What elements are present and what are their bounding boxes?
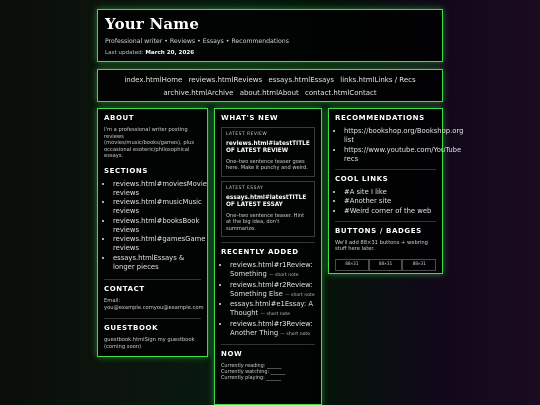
guestbook-heading: GUESTBOOK xyxy=(104,324,159,333)
contact-email-link[interactable]: Email: you@example.comyou@example.com xyxy=(104,297,204,311)
section-link-books[interactable]: reviews.html#booksBook reviews xyxy=(113,216,200,234)
now-playing: Currently playing: ______ xyxy=(221,375,281,382)
main-column xyxy=(214,108,322,405)
list-item xyxy=(230,300,315,319)
about-heading: ABOUT xyxy=(104,114,135,122)
cool-link-3[interactable]: #Weird corner of the web xyxy=(344,206,432,215)
sections-section xyxy=(104,166,207,272)
rec-link-bookshop[interactable]: https://bookshop.org/Bookshop.org list xyxy=(344,127,464,144)
recently-added-list xyxy=(221,261,315,339)
list-item xyxy=(344,188,436,197)
cool-link-1[interactable]: #A site I like xyxy=(344,187,387,196)
latest-essay-teaser: One–two sentence teaser. Hint at the big idea, don't summarize. xyxy=(226,212,305,232)
cool-links-heading: COOL LINKS xyxy=(335,174,389,183)
divider xyxy=(335,169,436,170)
site-title: Your Name xyxy=(105,15,200,33)
badge-placeholder-3[interactable]: 88×31 xyxy=(402,259,436,271)
sections-heading: SECTIONS xyxy=(104,166,148,175)
nav-link-home[interactable]: index.htmlHome xyxy=(124,76,183,84)
nav-link-reviews[interactable]: reviews.htmlReviews xyxy=(188,76,263,84)
section-link-music[interactable]: reviews.html#musicMusic reviews xyxy=(113,198,202,216)
list-item xyxy=(230,261,315,280)
about-section xyxy=(104,114,201,160)
now-heading: NOW xyxy=(221,349,243,358)
sections-list xyxy=(104,179,207,272)
list-item xyxy=(113,198,201,216)
latest-essay-kicker: LATEST ESSAY xyxy=(226,185,264,191)
list-item xyxy=(113,235,206,253)
last-updated xyxy=(105,49,435,57)
buttons-badges-heading: BUTTONS / BADGES xyxy=(335,226,422,235)
badge-row xyxy=(335,259,436,271)
divider xyxy=(104,318,201,319)
list-item xyxy=(344,145,462,164)
divider xyxy=(335,221,436,222)
recent-link-2[interactable]: reviews.html#r2Review: Something Else xyxy=(230,280,313,298)
recent-note: — short note xyxy=(268,273,299,279)
divider xyxy=(221,242,315,243)
recent-note: — short note xyxy=(285,292,315,298)
contact-heading: CONTACT xyxy=(104,284,145,293)
right-sidebar xyxy=(328,108,464,274)
nav-link-links[interactable]: links.htmlLinks / Recs xyxy=(340,76,416,84)
recent-note: — short note xyxy=(260,312,291,318)
divider xyxy=(221,344,315,345)
badge-placeholder-1[interactable]: 88×31 xyxy=(335,259,369,271)
guestbook-link[interactable]: guestbook.htmlSign my guestbook (coming soon) xyxy=(104,337,195,350)
last-updated-date: March 20, 2026 xyxy=(145,50,195,56)
recent-note: — short note xyxy=(280,331,311,337)
nav-link-archive[interactable]: archive.htmlArchive xyxy=(163,89,234,97)
list-item xyxy=(344,127,464,145)
list-item xyxy=(113,217,201,235)
recent-link-4[interactable]: reviews.html#r3Review: Another Thing xyxy=(230,319,313,337)
list-item xyxy=(230,281,315,300)
latest-review-card xyxy=(221,127,315,177)
nav-row-2 xyxy=(104,87,436,100)
list-item xyxy=(344,207,436,216)
section-link-essays[interactable]: essays.htmlEssays & longer pieces xyxy=(113,253,185,271)
latest-essay-card xyxy=(221,181,315,237)
list-item xyxy=(230,320,315,339)
latest-review-teaser: One–two sentence teaser goes here. Make it punchy and weird. xyxy=(226,159,308,172)
main-nav xyxy=(97,69,443,102)
list-item xyxy=(113,254,201,272)
nav-link-essays[interactable]: essays.htmlEssays xyxy=(268,76,335,84)
recommendations-heading: RECOMMENDATIONS xyxy=(335,114,425,122)
contact-section xyxy=(104,284,204,311)
latest-review-link[interactable]: reviews.html#latestTITLE OF LATEST REVIEW xyxy=(226,141,310,154)
nav-link-contact[interactable]: contact.htmlContact xyxy=(304,89,377,97)
section-link-movies[interactable]: reviews.html#moviesMovie reviews xyxy=(113,179,207,197)
badge-placeholder-2[interactable]: 88×31 xyxy=(369,259,403,271)
section-link-games[interactable]: reviews.html#gamesGame reviews xyxy=(113,235,206,253)
now-watching: Currently watching: ______ xyxy=(221,368,286,375)
left-sidebar xyxy=(97,108,208,357)
site-tagline: Professional writer • Reviews • Essays • Recommendations xyxy=(105,38,289,45)
about-text: I'm a professional writer posting reviews (movies/music/books/games), plus occasional esoteric/philosophical essays. xyxy=(104,127,195,160)
latest-review-kicker: LATEST REVIEW xyxy=(226,132,268,137)
last-updated-label: Last updated: xyxy=(105,50,144,56)
latest-essay-link[interactable]: essays.html#latestTITLE OF LATEST ESSAY xyxy=(226,194,307,208)
nav-row-1 xyxy=(104,74,436,87)
whats-new-heading: WHAT'S NEW xyxy=(221,114,279,122)
list-item xyxy=(344,197,436,206)
list-item xyxy=(113,179,207,198)
cool-link-2[interactable]: #Another site xyxy=(344,197,392,205)
site-header xyxy=(97,9,443,62)
recommendations-list xyxy=(335,127,464,164)
recent-link-3[interactable]: essays.html#e1Essay: A Thought xyxy=(230,300,314,318)
divider xyxy=(104,279,201,280)
buttons-badges-text: We'll add 88×31 buttons + webring stuff here later. xyxy=(335,239,428,253)
guestbook-section xyxy=(104,324,201,350)
cool-links-list xyxy=(335,188,436,216)
recently-added-heading: RECENTLY ADDED xyxy=(221,248,299,257)
rec-link-youtube[interactable]: https://www.youtube.com/YouTube recs xyxy=(344,145,462,163)
now-reading: Currently reading: ______ xyxy=(221,362,282,369)
nav-link-about[interactable]: about.htmlAbout xyxy=(239,89,299,97)
recent-link-1[interactable]: reviews.html#r1Review: Something xyxy=(230,261,313,279)
